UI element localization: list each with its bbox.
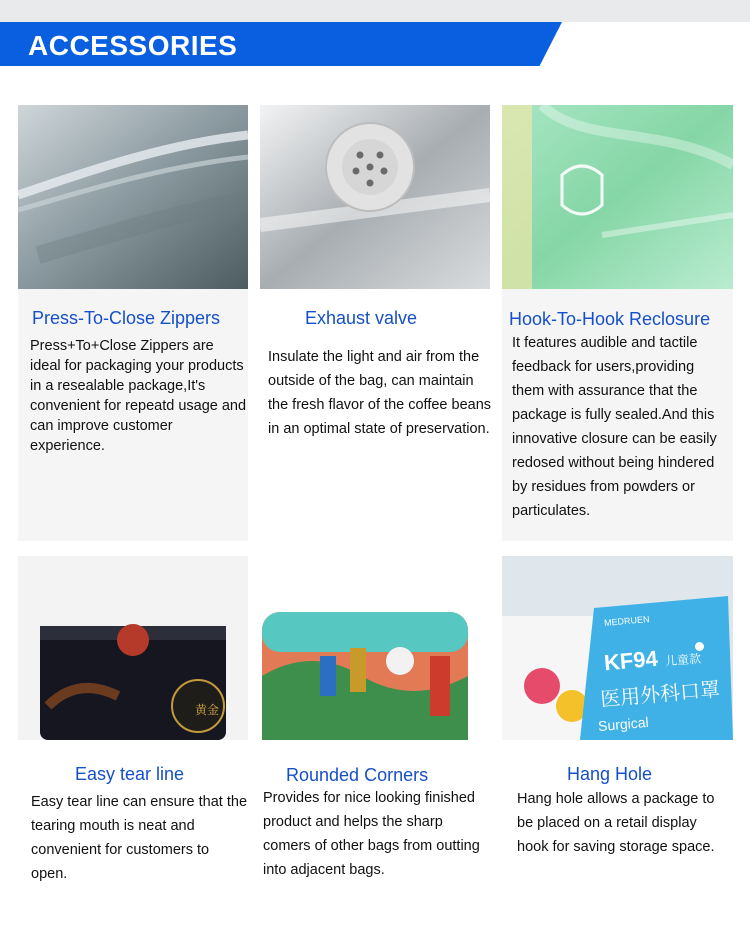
feature-title-zippers: Press-To-Close Zippers — [32, 308, 221, 328]
feature-title-valve: Exhaust valve — [305, 308, 418, 328]
rounded-corners-photo — [260, 556, 490, 740]
feature-title-hook: Hook-To-Hook Reclosure — [509, 309, 711, 329]
hook-closure-photo — [502, 105, 733, 289]
feature-title-tear-line: Easy tear line — [75, 764, 185, 784]
feature-title-rounded-corners: Rounded Corners — [286, 765, 429, 785]
hang-hole-latin: Surgical — [597, 713, 650, 735]
top-strip — [0, 0, 750, 22]
hang-hole-sub: 儿童款 — [664, 651, 702, 669]
zipper-photo — [18, 105, 248, 289]
hang-hole-code: KF94 — [602, 645, 659, 676]
feature-title-hang-hole: Hang Hole — [567, 764, 653, 784]
feature-desc-hook: It features audible and tactile feedback for users,providing them with assurance that the package is fully sealed.And this innovative closure can be easily redosed without being hindered by residues from powders or particulates. — [512, 335, 717, 519]
valve-photo — [260, 105, 490, 289]
feature-desc-hang-hole: Hang hole allows a package to be placed on a retail display hook for saving storage space. — [517, 791, 715, 855]
feature-desc-valve: Insulate the light and air from the outside of the bag, can maintain the fresh flavor of the coffee beans in an optimal state of preservation. — [268, 349, 492, 437]
hang-hole-photo — [502, 556, 733, 740]
feature-desc-zippers: Press+To+Close Zippers are ideal for packaging your products in a resealable package,It's convenient for repeatd usage and can improve customer experience. — [30, 338, 247, 454]
tear-line-photo — [18, 556, 248, 740]
hang-hole-text: 医用外科口罩 — [599, 676, 721, 712]
feature-desc-tear-line: Easy tear line can ensure that the tearing mouth is neat and convenient for customers to open. — [31, 794, 248, 882]
hang-hole-brand: MEDRUEN — [603, 614, 650, 628]
section-title: ACCESSORIES — [28, 30, 238, 61]
tear-line-photo-label: 黄金 — [195, 703, 220, 717]
feature-desc-rounded-corners: Provides for nice looking finished product and helps the sharp comers of other bags from outting into adjacent bags. — [263, 790, 480, 878]
